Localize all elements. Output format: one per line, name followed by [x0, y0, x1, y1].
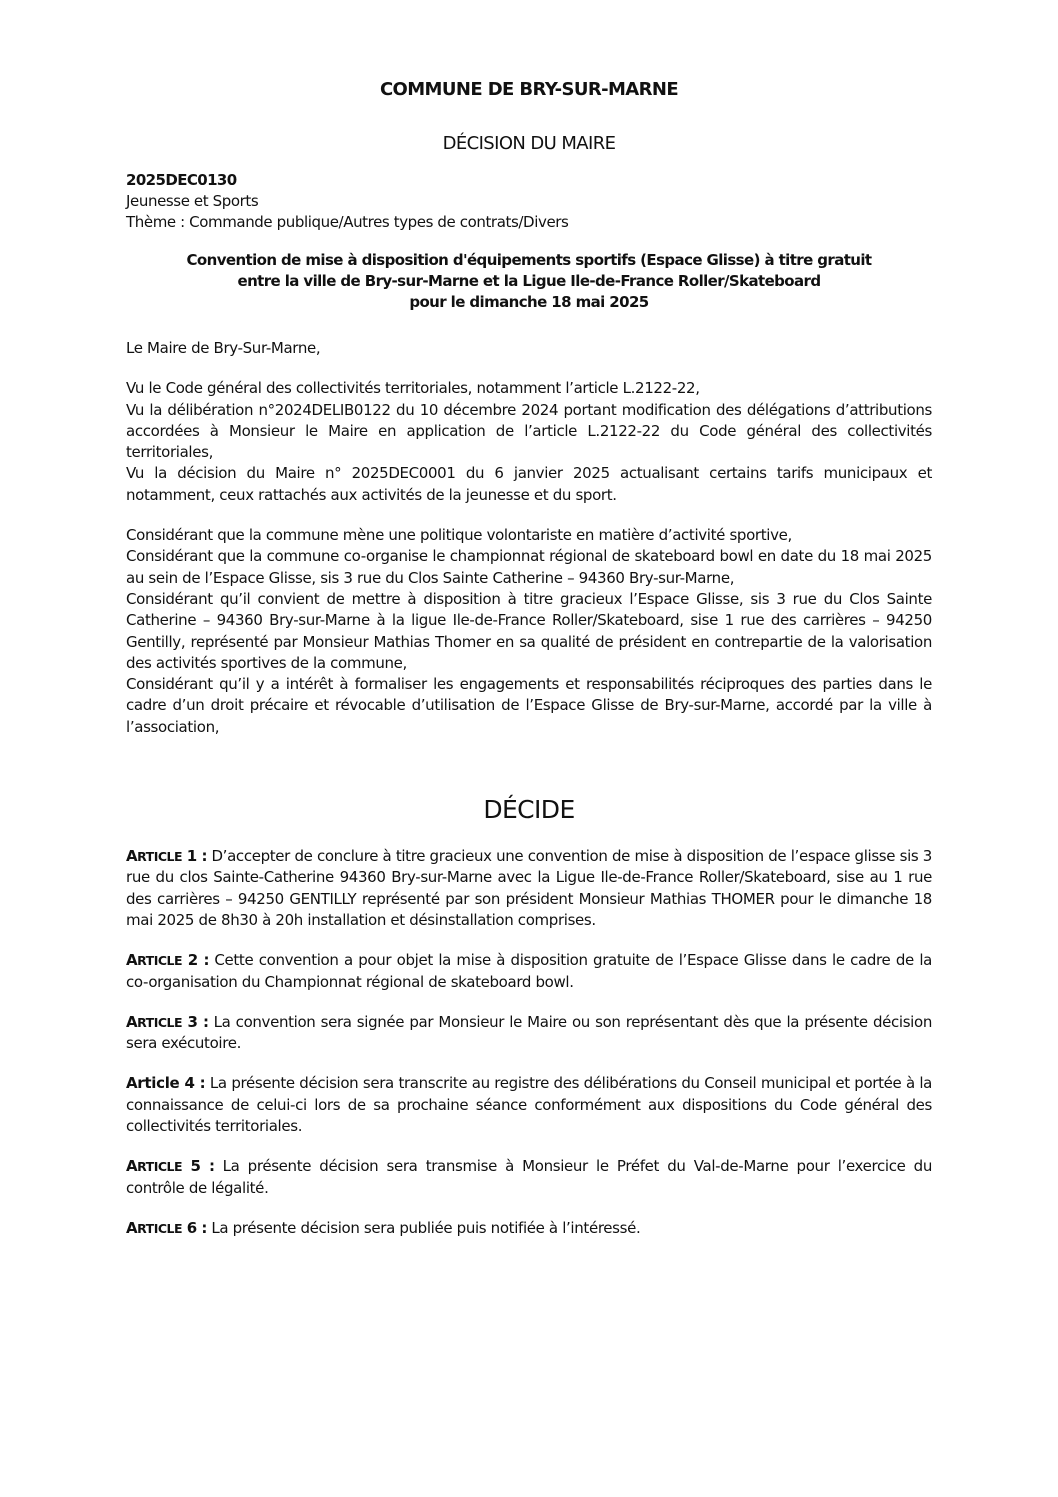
considerants-section — [126, 525, 932, 738]
article-text: Cette convention a pour objet la mise à disposition gratuite de l’Espace Glisse dans le cadre de la co-organisation du Championnat régional de skateboard bowl. — [126, 951, 932, 991]
subject-line-2: entre la ville de Bry-sur-Marne et la Ligue Ile-de-France Roller/Skateboard — [237, 272, 821, 290]
article-label: ARTICLE 6 : — [126, 1218, 207, 1237]
article-5 — [126, 1156, 932, 1199]
article-text: La présente décision sera transcrite au registre des délibérations du Conseil municipal et portée à la connaissance de celui-ci lors de sa prochaine séance conformément aux dispositions du Code général des collectivités territoriales. — [126, 1074, 932, 1136]
decision-subject — [126, 250, 932, 313]
article-3 — [126, 1012, 932, 1055]
commune-title: COMMUNE DE BRY-SUR-MARNE — [379, 79, 679, 100]
decide-title: DÉCIDE — [483, 795, 575, 825]
decision-title: DÉCISION DU MAIRE — [442, 133, 616, 154]
article-4 — [126, 1073, 932, 1137]
visa-item: Vu le Code général des collectivités territoriales, notamment l’article L.2122-22, — [126, 379, 700, 398]
article-label: ARTICLE 5 : — [126, 1157, 215, 1176]
reference-block — [126, 170, 932, 233]
considerant-item: Considérant que la commune mène une politique volontariste en matière d’activité sportive, — [126, 526, 792, 545]
theme-line: Thème : Commande publique/Autres types de contrats/Divers — [126, 213, 569, 231]
decision-code: 2025DEC0130 — [126, 171, 237, 189]
article-2 — [126, 950, 932, 993]
article-1 — [126, 846, 932, 931]
maire-line: Le Maire de Bry-Sur-Marne, — [126, 339, 321, 357]
article-text: La présente décision sera publiée puis notifiée à l’intéressé. — [206, 1218, 641, 1237]
article-label: ARTICLE 2 : — [126, 951, 209, 970]
article-label: Article 4 : — [126, 1074, 206, 1093]
article-6 — [126, 1218, 932, 1239]
subject-line-1: Convention de mise à disposition d'équipements sportifs (Espace Glisse) à titre gratuit — [186, 251, 872, 269]
considerant-item: Considérant qu’il convient de mettre à disposition à titre gracieux l’Espace Glisse, sis 3 rue du Clos Sainte Catherine – 94360 Bry-sur-Marne à la ligue Ile-de-France Roller/Skateboard, sise 1 rue des carrières – 94250 Gentilly, représenté par Monsieur Mathias Thomer en sa qualité de président en contrepartie de la valorisation des activités sportives de la commune, — [126, 589, 932, 672]
visa-item: Vu la décision du Maire n° 2025DEC0001 du 6 janvier 2025 actualisant certains tarifs municipaux et notamment, ceux rattachés aux activités de la jeunesse et du sport. — [126, 464, 932, 504]
articles-section — [126, 846, 932, 1239]
visas-section — [126, 378, 932, 506]
considerant-item: Considérant que la commune co-organise le championnat régional de skateboard bowl en date du 18 mai 2025 au sein de l’Espace Glisse, sis 3 rue du Clos Sainte Catherine – 94360 Bry-sur-Marne, — [126, 547, 932, 587]
service-name: Jeunesse et Sports — [126, 192, 259, 210]
article-label: ARTICLE 3 : — [126, 1012, 209, 1031]
article-text: La convention sera signée par Monsieur le Maire ou son représentant dès que la présente décision sera exécutoire. — [126, 1012, 932, 1053]
article-label: ARTICLE 1 : — [126, 847, 207, 866]
article-text: La présente décision sera transmise à Monsieur le Préfet du Val-de-Marne pour l’exercice du contrôle de légalité. — [126, 1157, 932, 1197]
visa-item: Vu la délibération n°2024DELIB0122 du 10 décembre 2024 portant modification des délégations d’attributions accordées à Monsieur le Maire en application de l’article L.2122-22 du Code général des collectivités territoriales, — [126, 400, 932, 462]
article-text: D’accepter de conclure à titre gracieux une convention de mise à disposition de l’espace glisse sis 3 rue du clos Sainte-Catherine 94360 Bry-sur-Marne avec la Ligue Ile-de-France Roller/Skateboard, sise au 1 rue des carrières – 94250 GENTILLY représenté par son président Monsieur Mathias THOMER pour le dimanche 18 mai 2025 de 8h30 à 20h installation et désinstallation comprises. — [126, 847, 932, 929]
document-page — [126, 78, 932, 1258]
considerant-item: Considérant qu’il y a intérêt à formaliser les engagements et responsabilités réciproques des parties dans le cadre d’un droit précaire et révocable d’utilisation de l’Espace Glisse de Bry-sur-Marne, accordé par la ville à l’association, — [126, 675, 932, 736]
subject-line-3: pour le dimanche 18 mai 2025 — [409, 293, 649, 311]
